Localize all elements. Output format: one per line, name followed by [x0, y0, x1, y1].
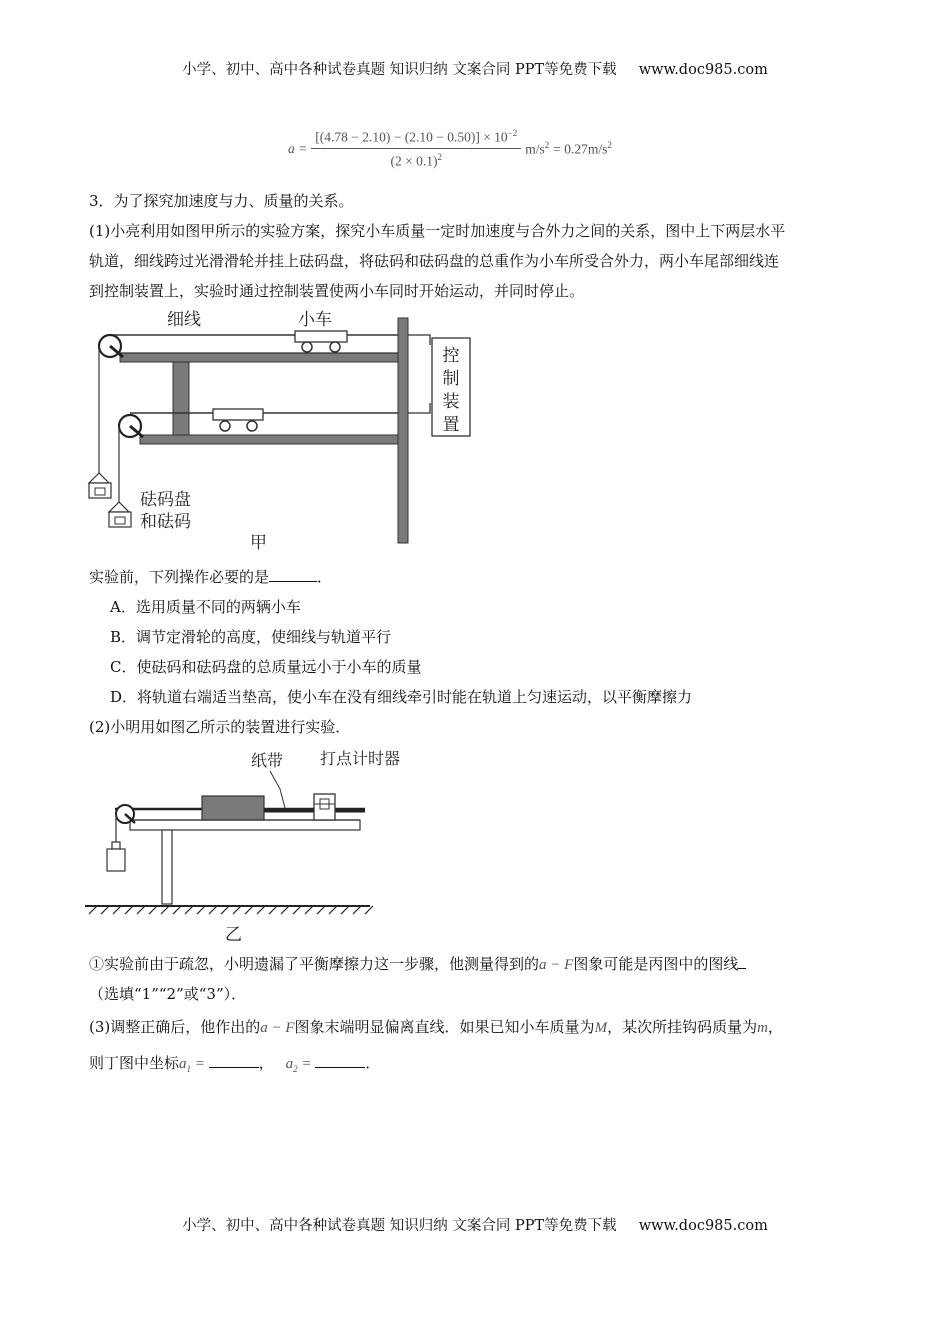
control-char-2: 制: [442, 369, 460, 389]
label-thread: 细线: [167, 310, 201, 330]
q2-1-text-a: ①实验前由于疏忽，小明遗漏了平衡摩擦力这一步骤，他测量得到的: [89, 955, 540, 973]
label-weights-line-1: 砝码盘: [140, 490, 191, 510]
formula-lhs: a =: [288, 140, 308, 156]
label-cart: 小车: [298, 310, 332, 330]
q3-text-c: ，某次所挂钩码质量为: [607, 1018, 758, 1036]
q3-text-d: ，: [767, 1018, 783, 1036]
q3-end: ．: [365, 1054, 381, 1072]
acceleration-formula: [288, 128, 612, 169]
part-1-line-2: 轨道，细线跨过光滑滑轮并挂上砝码盘，将砝码和砝码盘的总重作为小车所受合外力，两小车尾部细线连: [89, 252, 780, 270]
option-d: D．将轨道右端适当垫高，使小车在没有细线牵引时能在轨道上匀速运动，以平衡摩擦力: [110, 688, 693, 706]
formula-numerator: [311, 128, 521, 149]
lower-rail: [140, 435, 398, 444]
part-1-line-3: 到控制装置上，实验时通过控制装置使两小车同时开始运动，并同时停止。: [89, 282, 585, 300]
result-text: = 0.27m/s: [553, 141, 608, 157]
prompt-1-end: ．: [317, 568, 333, 586]
control-char-1: 控: [442, 346, 460, 366]
upper-weight-pan: [89, 473, 111, 498]
question-2-item-1-line-1: [89, 949, 869, 980]
header-url[interactable]: www.doc985.com: [638, 62, 768, 78]
question-3-title: 3．为了探究加速度与力、质量的关系。: [89, 192, 354, 210]
figure-yi: [85, 744, 401, 945]
label-dot-timer: 打点计时器: [320, 749, 401, 768]
q3-coord-a2-sub: 2: [293, 1064, 298, 1074]
unit-text: m/s: [525, 141, 545, 157]
lower-cart: [213, 409, 263, 431]
numerator-exponent: −2: [507, 128, 518, 138]
formula-denominator: [391, 149, 442, 170]
q3-mass-m: m: [757, 1020, 768, 1036]
q3-separator: ，: [258, 1054, 274, 1072]
formula-result: [553, 140, 612, 158]
prompt-1-text: 实验前，下列操作必要的是: [89, 568, 270, 586]
table-top: [130, 820, 360, 830]
question-3-part-1: [89, 216, 869, 306]
right-post: [398, 318, 408, 543]
denominator-text: (2 × 0.1): [390, 153, 438, 168]
table-leg: [162, 830, 172, 904]
option-c: C．使砝码和砝码盘的总质量远小于小车的质量: [110, 658, 422, 676]
unit-exponent: 2: [544, 139, 550, 150]
figure-yi-caption: 乙: [225, 925, 242, 945]
lower-weight-pan: [109, 502, 131, 527]
hook-weight: [107, 842, 125, 871]
question-3-prompt-1: [89, 562, 869, 592]
numerator-text: [(4.78 − 2.10) − (2.10 − 0.50)] × 10: [315, 129, 508, 145]
q3-coord-a1: a: [179, 1056, 187, 1072]
control-string-upper: [408, 335, 430, 345]
tape-leader: [270, 771, 285, 808]
q3-text-e: 则丁图中坐标: [89, 1054, 180, 1072]
vertical-support: [173, 362, 189, 436]
answer-blank-a2[interactable]: [315, 1053, 365, 1068]
answer-blank-1[interactable]: [269, 567, 317, 582]
q3-eq-2: =: [297, 1056, 316, 1072]
label-paper-tape: 纸带: [251, 751, 284, 770]
dot-timer: [314, 794, 335, 820]
answer-blank-2[interactable]: [738, 954, 746, 969]
control-char-4: 置: [442, 415, 460, 435]
control-string-lower: [408, 403, 430, 413]
formula-fraction: [311, 128, 521, 169]
question-3-item-3-line-2: [89, 1048, 869, 1084]
upper-cart: [295, 331, 347, 352]
label-weights-line-2: 和砝码: [140, 512, 191, 532]
page-header: [0, 58, 950, 79]
q3-coord-a1-sub: 1: [186, 1064, 192, 1074]
answer-blank-a1[interactable]: [209, 1053, 259, 1068]
cart-block: [202, 796, 264, 820]
footer-url[interactable]: www.doc985.com: [638, 1218, 768, 1234]
q2-1-text-b: 图象可能是丙图中的图线: [573, 955, 739, 973]
result-exponent: 2: [607, 139, 612, 150]
option-b: B．调节定滑轮的高度，使细线与轨道平行: [110, 628, 392, 646]
denominator-exponent: 2: [437, 151, 442, 162]
upper-rail: [120, 353, 398, 362]
question-3-item-3-line-1: [89, 1012, 869, 1043]
question-2-item-1-line-2: （选填“1”“2”或“3”）．: [89, 985, 247, 1003]
figure-jia: [85, 305, 485, 555]
part-1-line-1: (1)小亮利用如图甲所示的实验方案，探究小车质量一定时加速度与合外力之间的关系，图中上下两层水平: [89, 222, 786, 240]
header-text: 小学、初中、高中各种试卷真题 知识归纳 文案合同 PPT等免费下载: [182, 62, 617, 78]
q3-text-a: (3)调整正确后，他作出的: [89, 1018, 261, 1036]
q3-coord-a2: a: [285, 1056, 294, 1072]
q3-text-b: 图象末端明显偏离直线．如果已知小车质量为: [294, 1018, 595, 1036]
ground-hatching: [89, 906, 373, 914]
page-footer: [0, 1214, 950, 1235]
footer-text: 小学、初中、高中各种试卷真题 知识归纳 文案合同 PPT等免费下载: [182, 1218, 617, 1234]
question-3-part-2: (2)小明用如图乙所示的装置进行实验．: [89, 718, 351, 736]
formula-unit: [525, 140, 549, 158]
q3-mass-M: M: [594, 1020, 608, 1036]
q2-1-variable: a − F: [539, 957, 574, 973]
option-a: A．选用质量不同的两辆小车: [110, 598, 301, 616]
figure-jia-caption: 甲: [250, 533, 267, 553]
control-char-3: 装: [442, 392, 460, 412]
q3-eq-1: =: [191, 1056, 209, 1072]
q3-variable: a − F: [260, 1020, 295, 1036]
